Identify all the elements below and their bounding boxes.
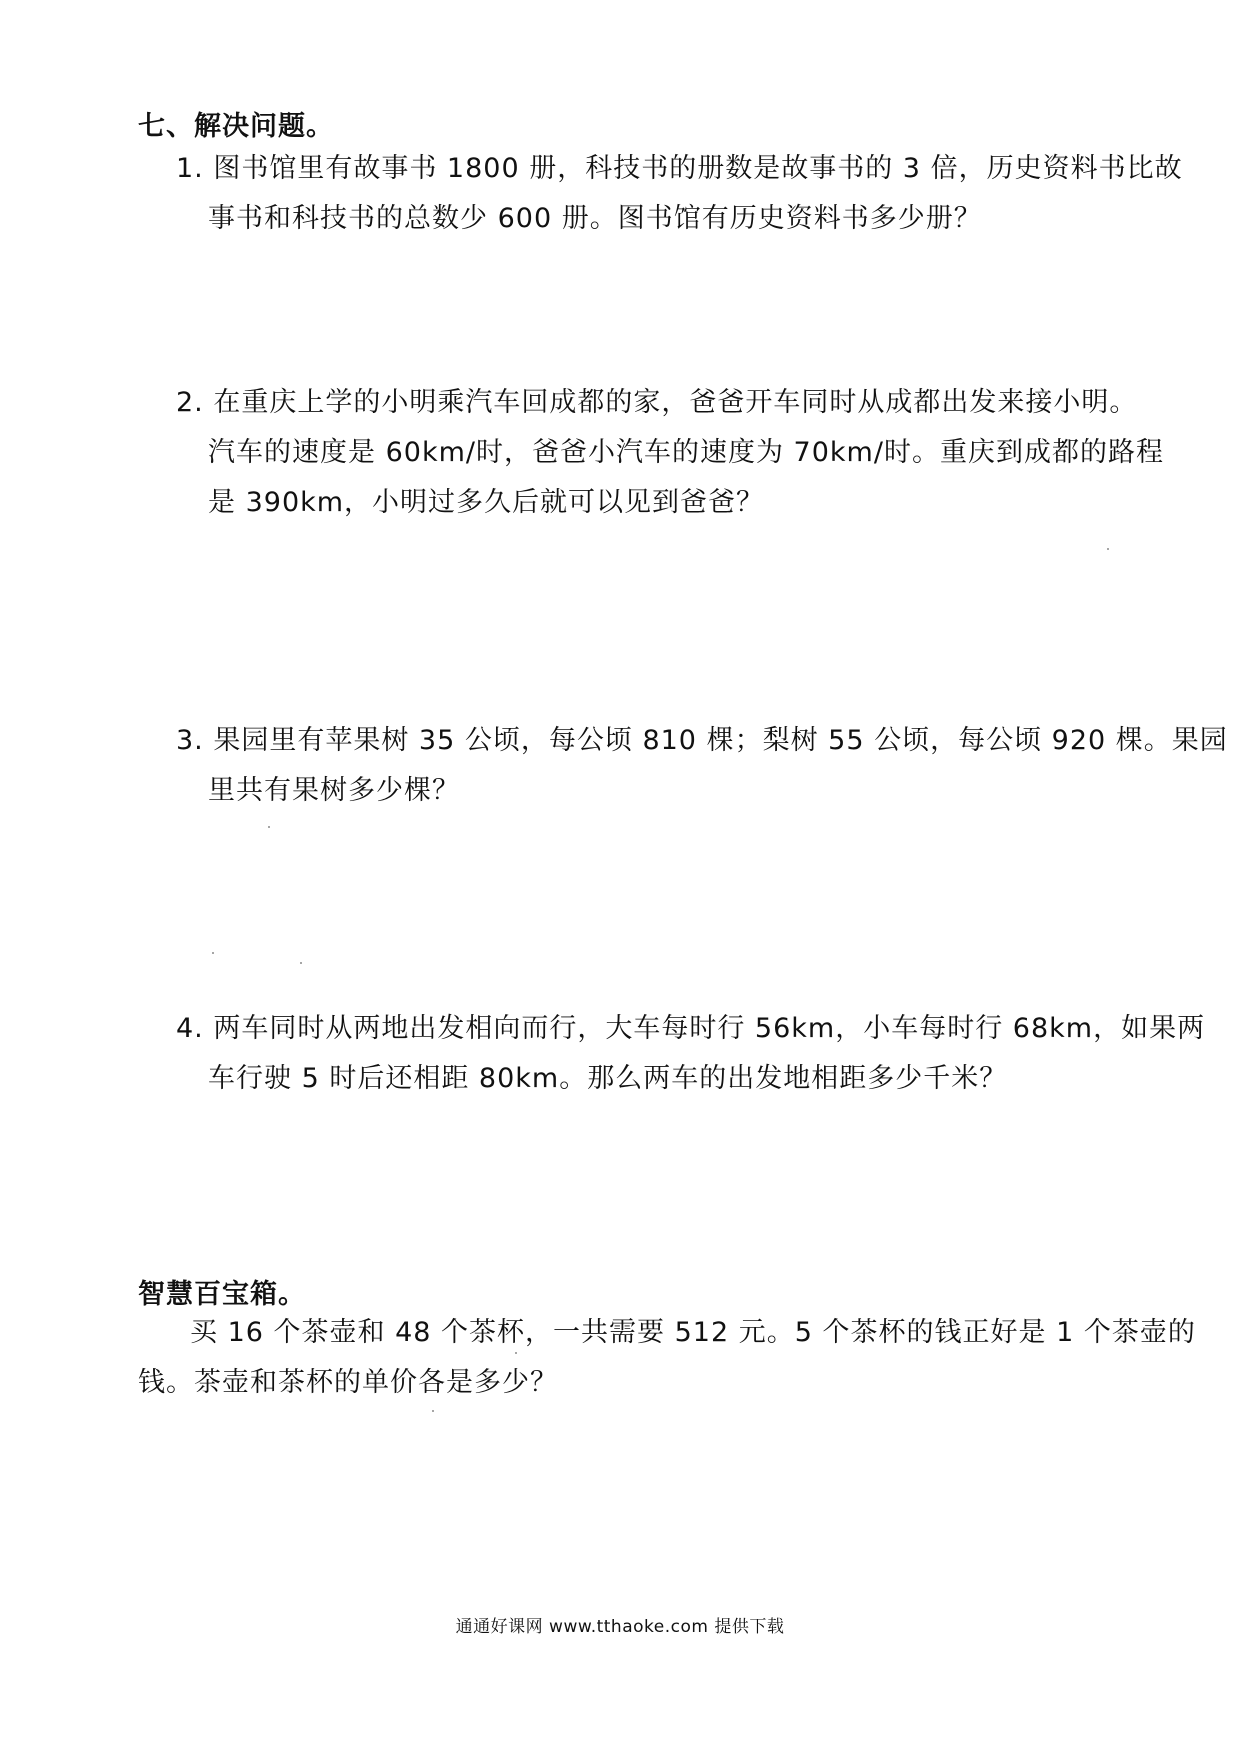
bonus-line-2: 钱。茶壶和茶杯的单价各是多少？ [138, 1367, 558, 1398]
problem-2-line-3: 是 390km，小明过多久后就可以见到爸爸？ [208, 487, 765, 518]
problem-4-line-1: 4. 两车同时从两地出发相向而行，大车每时行 56km，小车每时行 68km，如果两 [176, 1013, 1206, 1044]
problem-3 [176, 716, 1228, 816]
scan-speck [212, 952, 214, 954]
scan-speck [432, 1410, 434, 1412]
problem-2-line-2: 汽车的速度是 60km/时，爸爸小汽车的速度为 70km/时。重庆到成都的路程 [208, 437, 1164, 468]
bonus-line-1: 买 16 个茶壶和 48 个茶杯，一共需要 512 元。5 个茶杯的钱正好是 1 个茶壶的 [190, 1317, 1196, 1348]
footer-credit: 通通好课网 www.tthaoke.com 提供下载 [455, 1617, 785, 1637]
problem-1-line-1: 1. 图书馆里有故事书 1800 册，科技书的册数是故事书的 3 倍，历史资料书比故 [176, 153, 1183, 184]
scan-speck [515, 1352, 517, 1354]
problem-1 [176, 144, 1183, 244]
bonus-title: 智慧百宝箱。 [138, 1279, 306, 1310]
problem-4 [176, 1004, 1206, 1104]
bonus-problem [138, 1308, 1196, 1408]
scan-speck [300, 962, 302, 964]
problem-4-line-2: 车行驶 5 时后还相距 80km。那么两车的出发地相距多少千米？ [208, 1063, 1008, 1094]
section-title: 七、解决问题。 [138, 111, 334, 142]
problem-2-line-1: 2. 在重庆上学的小明乘汽车回成都的家，爸爸开车同时从成都出发来接小明。 [176, 387, 1138, 418]
problem-2 [176, 378, 1164, 528]
problem-3-line-1: 3. 果园里有苹果树 35 公顷，每公顷 810 棵；梨树 55 公顷，每公顷 920 棵。果园 [176, 725, 1228, 756]
scan-speck [1107, 548, 1109, 550]
problem-1-line-2: 事书和科技书的总数少 600 册。图书馆有历史资料书多少册？ [208, 203, 982, 234]
problem-3-line-2: 里共有果树多少棵？ [208, 775, 460, 806]
scan-speck [268, 826, 270, 828]
